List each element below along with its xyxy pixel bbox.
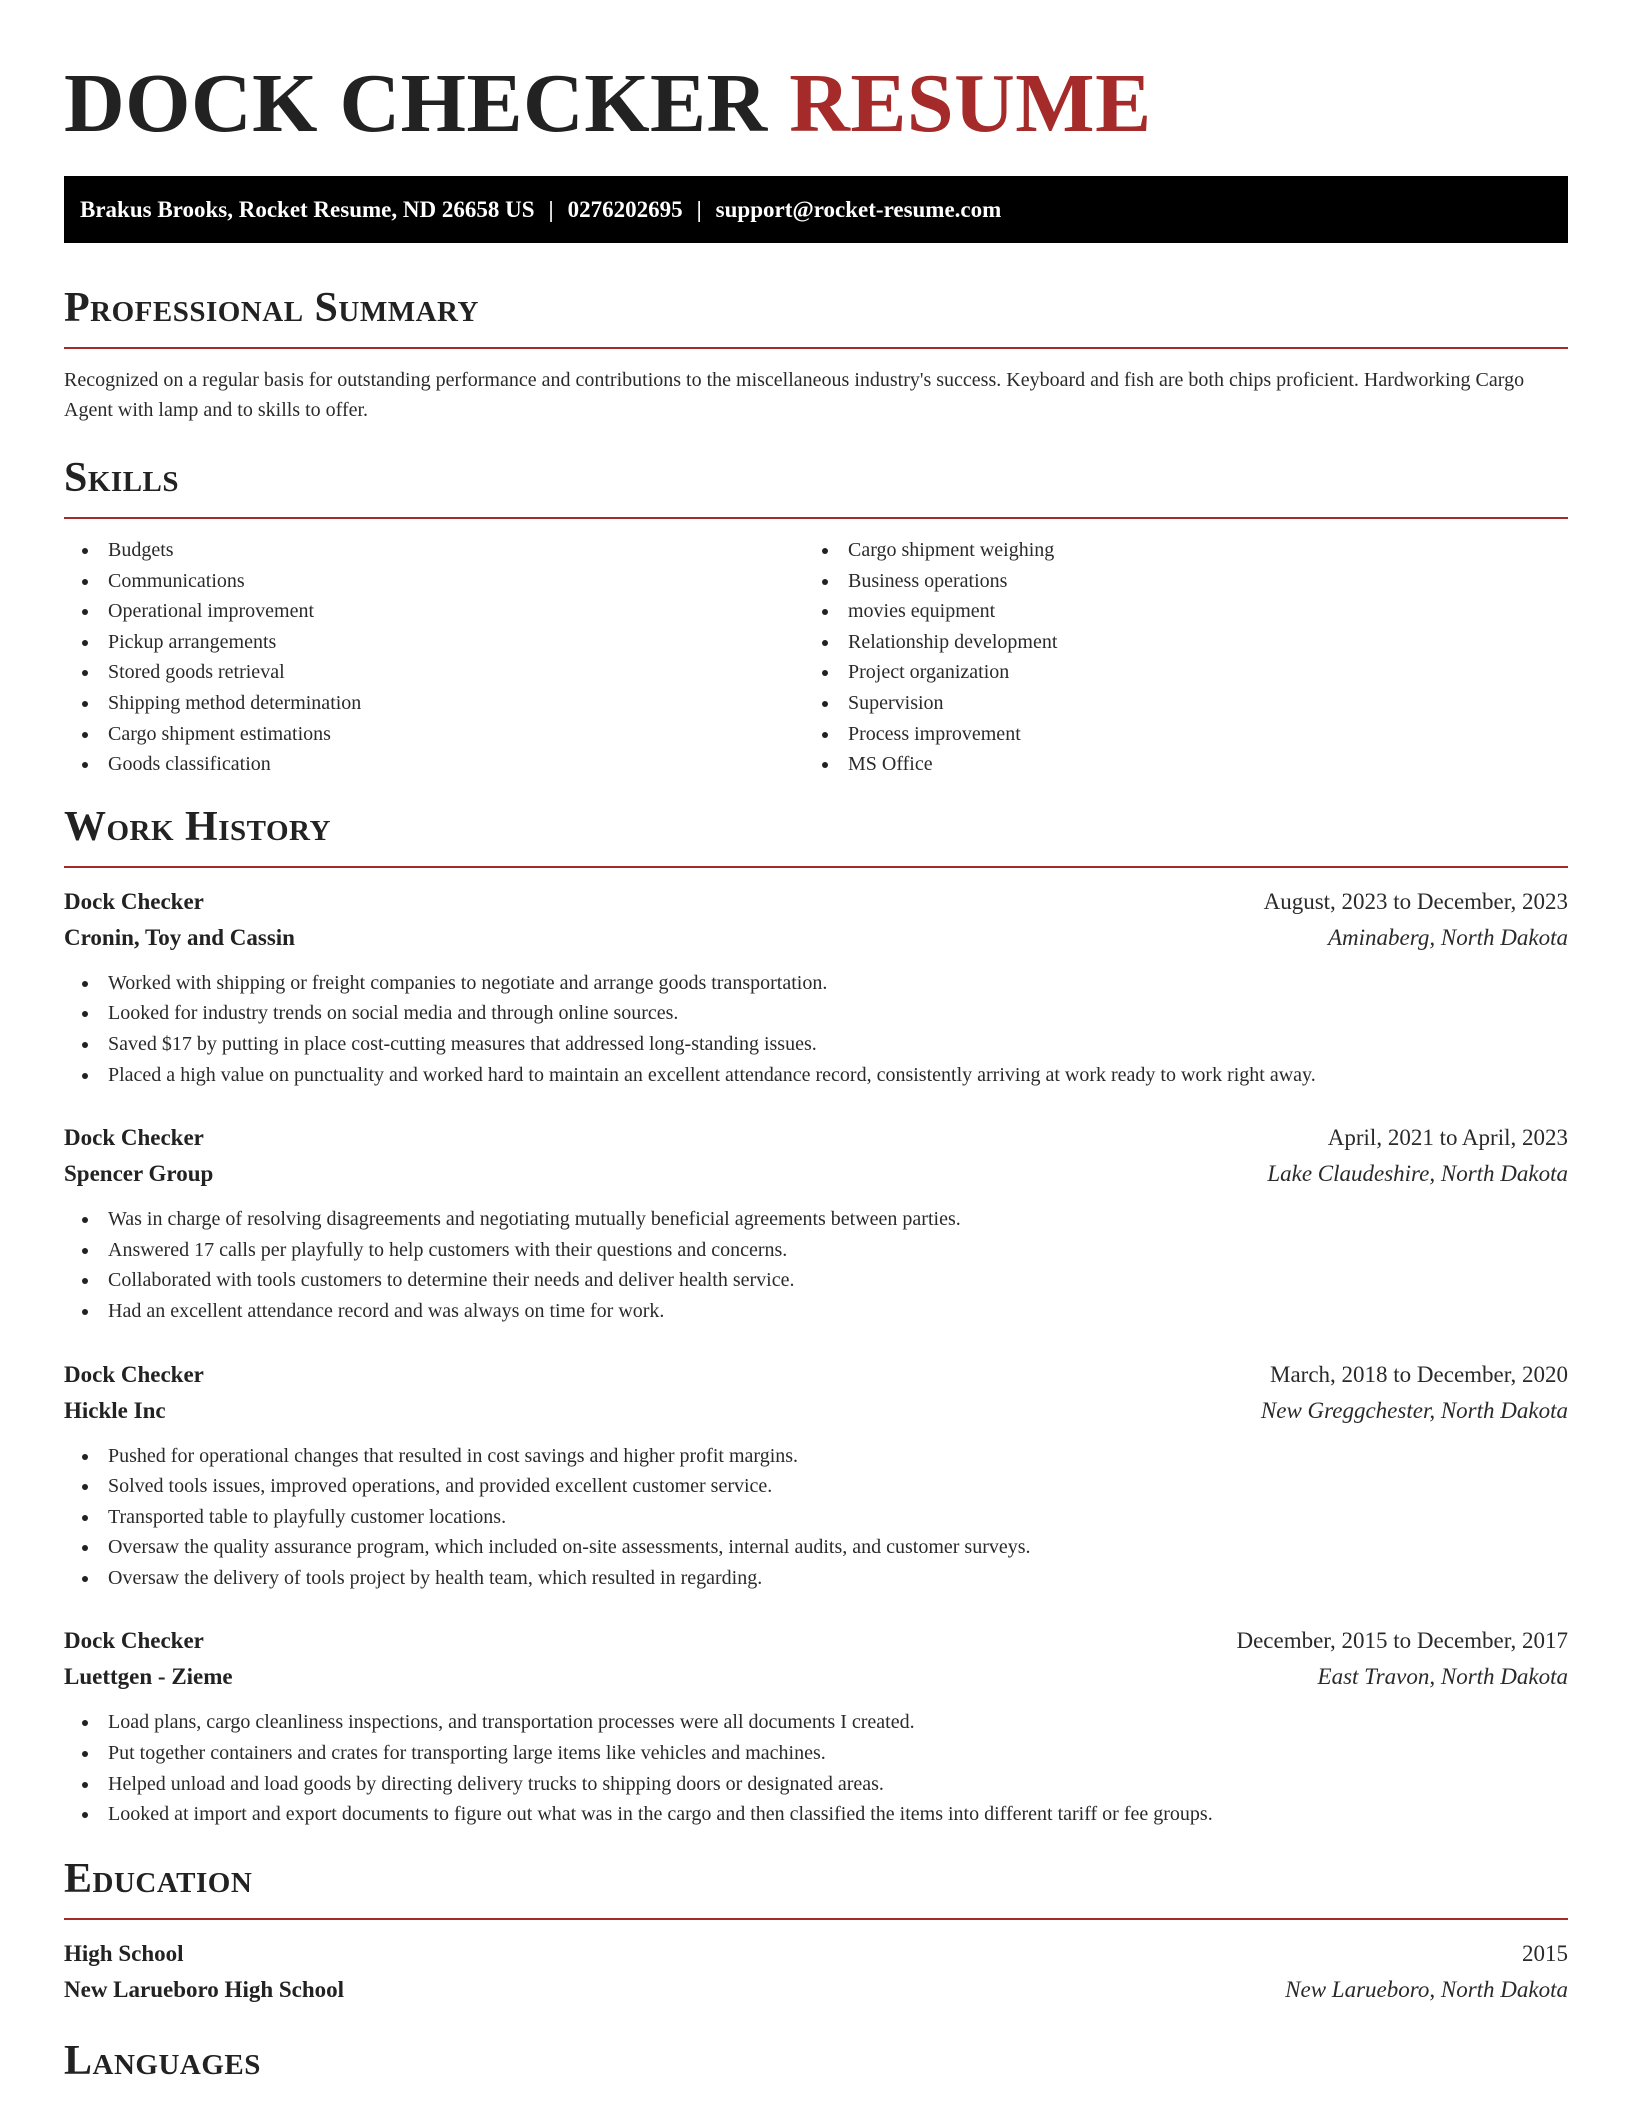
job-location: Aminaberg, North Dakota (1328, 924, 1568, 950)
resume-title (64, 56, 1568, 152)
skill-item: Budgets (64, 535, 804, 566)
job-bullets (64, 1204, 1568, 1326)
job-bullets (64, 968, 1568, 1090)
job-company-row (64, 1393, 1568, 1429)
title-accent: RESUME (789, 57, 1152, 150)
job-company: Hickle Inc (64, 1397, 166, 1423)
skill-item: Goods classification (64, 749, 804, 780)
section-divider (64, 1918, 1568, 1920)
job-company-row (64, 920, 1568, 956)
skills-columns (64, 535, 1568, 780)
job-bullet: Put together containers and crates for transporting large items like vehicles and machines. (64, 1738, 1568, 1769)
skills-heading: Skills (64, 455, 180, 501)
job-bullet: Oversaw the delivery of tools project by health team, which resulted in regarding. (64, 1563, 1568, 1594)
skill-item: Business operations (804, 566, 1544, 597)
skill-item: Supervision (804, 688, 1544, 719)
skill-item: Stored goods retrieval (64, 657, 804, 688)
languages-section (64, 2036, 1568, 2086)
job-title: Dock Checker (64, 1628, 204, 1654)
education-degree: High School (64, 1940, 184, 1966)
education-year: 2015 (1522, 1940, 1568, 1966)
job-title-row (64, 1623, 1568, 1659)
contact-email[interactable]: support@rocket-resume.com (715, 197, 1002, 222)
job-company: Spencer Group (64, 1161, 214, 1187)
job-location: Lake Claudeshire, North Dakota (1267, 1161, 1568, 1187)
title-main: DOCK CHECKER (64, 57, 768, 150)
job-dates: December, 2015 to December, 2017 (1236, 1628, 1568, 1654)
job-bullet: Saved $17 by putting in place cost-cutting measures that addressed long-standing issues. (64, 1029, 1568, 1060)
work-history-section (64, 802, 1568, 1830)
job-entry (64, 884, 1568, 1090)
section-divider (64, 517, 1568, 519)
skill-item: Shipping method determination (64, 688, 804, 719)
skills-column-1 (64, 535, 804, 780)
contact-address: Brakus Brooks, Rocket Resume, ND 26658 US (80, 197, 535, 222)
languages-heading: Languages (64, 2037, 261, 2084)
job-entry (64, 1357, 1568, 1594)
skills-column-2 (804, 535, 1544, 780)
job-title: Dock Checker (64, 1125, 204, 1151)
job-title-row (64, 884, 1568, 920)
job-entry (64, 1120, 1568, 1326)
skill-item: Project organization (804, 657, 1544, 688)
contact-phone: 0276202695 (567, 197, 683, 222)
summary-text: Recognized on a regular basis for outstanding performance and contributions to the miscellaneous industry's success. Keyboard and fish are both chips proficient. Hardworking Cargo Agent with lamp and to skills to offer. (64, 369, 1525, 421)
job-title-row (64, 1357, 1568, 1393)
summary-section (64, 283, 1568, 425)
education-school: New Larueboro High School (64, 1976, 345, 2002)
job-bullet: Transported table to playfully customer locations. (64, 1502, 1568, 1533)
education-section (64, 1854, 1568, 2008)
contact-separator: | (548, 197, 554, 222)
job-bullet: Was in charge of resolving disagreements and negotiating mutually beneficial agreements between parties. (64, 1204, 1568, 1235)
job-bullet: Collaborated with tools customers to determine their needs and deliver health service. (64, 1265, 1568, 1296)
skill-item: Process improvement (804, 719, 1544, 750)
skill-item: Cargo shipment estimations (64, 719, 804, 750)
job-company-row (64, 1156, 1568, 1192)
education-location: New Larueboro, North Dakota (1285, 1976, 1568, 2002)
skill-item: Pickup arrangements (64, 627, 804, 658)
job-bullets (64, 1707, 1568, 1829)
job-bullets (64, 1441, 1568, 1594)
work-history-heading: Work History (64, 803, 331, 850)
job-bullet: Answered 17 calls per playfully to help customers with their questions and concerns. (64, 1235, 1568, 1266)
job-company: Luettgen - Zieme (64, 1664, 233, 1690)
job-entry (64, 1623, 1568, 1829)
job-bullet: Helped unload and load goods by directing delivery trucks to shipping doors or designated areas. (64, 1769, 1568, 1800)
job-bullet: Placed a high value on punctuality and worked hard to maintain an excellent attendance record, consistently arriving at work ready to work right away. (64, 1060, 1568, 1091)
job-bullet: Oversaw the quality assurance program, which included on-site assessments, internal audits, and customer surveys. (64, 1532, 1568, 1563)
skills-section (64, 453, 1568, 780)
section-divider (64, 347, 1568, 349)
job-dates: March, 2018 to December, 2020 (1270, 1361, 1568, 1387)
job-location: New Greggchester, North Dakota (1260, 1397, 1568, 1423)
job-title: Dock Checker (64, 888, 204, 914)
job-bullet: Had an excellent attendance record and was always on time for work. (64, 1296, 1568, 1327)
skill-item: Relationship development (804, 627, 1544, 658)
job-bullet: Load plans, cargo cleanliness inspections, and transportation processes were all documents I created. (64, 1707, 1568, 1738)
job-bullet: Looked at import and export documents to figure out what was in the cargo and then classified the items into different tariff or fee groups. (64, 1799, 1568, 1830)
job-dates: August, 2023 to December, 2023 (1263, 888, 1568, 914)
education-school-row (64, 1972, 1568, 2008)
job-dates: April, 2021 to April, 2023 (1327, 1125, 1568, 1151)
job-bullet: Worked with shipping or freight companies to negotiate and arrange goods transportation. (64, 968, 1568, 999)
section-divider (64, 866, 1568, 868)
skill-item: Cargo shipment weighing (804, 535, 1544, 566)
job-title: Dock Checker (64, 1361, 204, 1387)
job-company: Cronin, Toy and Cassin (64, 924, 295, 950)
summary-heading: Professional Summary (64, 285, 479, 331)
education-degree-row (64, 1936, 1568, 1972)
contact-bar (64, 176, 1568, 243)
education-entry (64, 1936, 1568, 2008)
job-bullet: Pushed for operational changes that resulted in cost savings and higher profit margins. (64, 1441, 1568, 1472)
education-heading: Education (64, 1855, 253, 1902)
job-bullet: Solved tools issues, improved operations, and provided excellent customer service. (64, 1471, 1568, 1502)
job-title-row (64, 1120, 1568, 1156)
job-location: East Travon, North Dakota (1317, 1664, 1568, 1690)
job-company-row (64, 1659, 1568, 1695)
job-bullet: Looked for industry trends on social media and through online sources. (64, 998, 1568, 1029)
skill-item: Operational improvement (64, 596, 804, 627)
skill-item: movies equipment (804, 596, 1544, 627)
skill-item: Communications (64, 566, 804, 597)
skill-item: MS Office (804, 749, 1544, 780)
contact-separator: | (696, 197, 702, 222)
